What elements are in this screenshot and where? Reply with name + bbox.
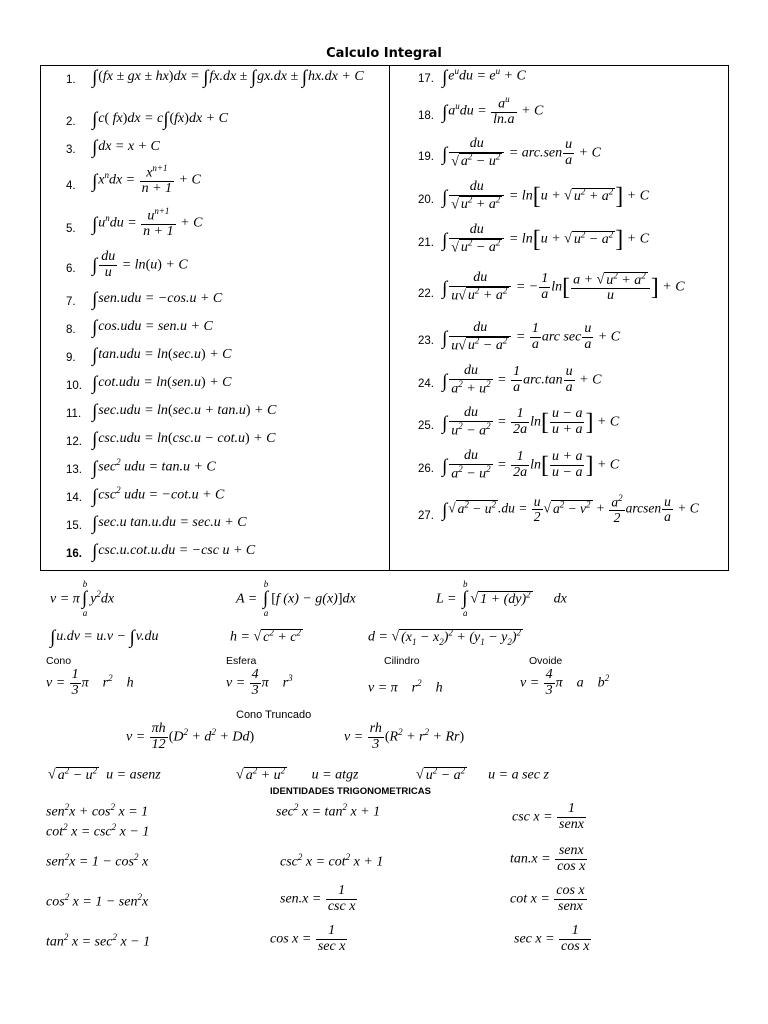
cylinder-volume: v = π $r^2$ h bbox=[368, 678, 443, 696]
formula-1: ∫(fx ± gx ± hx)dx = ∫fx.dx ± ∫gx.dx ± ∫hx.dx + C bbox=[92, 67, 364, 88]
identity-cos-def: cos x = $\frac{1}{\text{sec x}}$ bbox=[270, 923, 346, 954]
formula-26: ∫ $\frac{du}{a^2 - u^2}$ = $\frac{1}{2a}$ ln[ $\frac{u + a}{u - a}$ ] + C bbox=[442, 448, 620, 482]
formula-number: 15. bbox=[66, 520, 82, 532]
identity-cos-squared: $\cos^2 x = 1 - sen^2x$ bbox=[46, 892, 149, 910]
formula-number: 11. bbox=[66, 408, 82, 420]
integration-by-parts: ∫u.dv = u.v − ∫v.du bbox=[50, 627, 159, 648]
formula-13: $\int\sec^2$ udu = tan.u + C bbox=[92, 457, 216, 479]
formula-number: 17. bbox=[418, 73, 434, 85]
truncated-cone-label: Cono Truncado bbox=[236, 709, 312, 721]
formula-14: $\int\csc^2$ udu = −cot.u + C bbox=[92, 485, 225, 507]
formula-number: 13. bbox=[66, 464, 82, 476]
formula-number: 3. bbox=[66, 144, 76, 156]
identity-sec-tan: $\sec^2 x = \tan^2 x + 1$ bbox=[276, 802, 381, 820]
ovoid-label: Ovoide bbox=[529, 655, 563, 667]
formula-2: ∫c( fx)dx = c∫(fx)dx + C bbox=[92, 109, 228, 130]
cone-label: Cono bbox=[46, 655, 72, 667]
identity-tan-squared: $\tan^2 x = \sec^2 x - 1$ bbox=[46, 932, 151, 950]
formula-24: ∫ $\frac{du}{a^2 + u^2}$ = $\frac{1}{a}$ arc.tan $\frac{u}{a}$ + C bbox=[442, 363, 602, 397]
formula-number: 9. bbox=[66, 352, 76, 364]
identity-cot-csc: $\cot^2 x = \csc^2 x - 1$ bbox=[46, 822, 150, 840]
formula-5: $\int u^ndu$ = $\frac{u^{n+1}}{n + 1}$ + C bbox=[92, 206, 203, 240]
sphere-label: Esfera bbox=[226, 655, 257, 667]
formula-9: ∫tan.udu = ln(sec.u) + C bbox=[92, 345, 232, 366]
formula-27: ∫√ $a^2 - u^2$ .du = $\frac{u}{2}$ √ $a^2 - v^2$ + $\frac{a^2}{2}$ arcsen $\frac{u}{a}$ + C bbox=[442, 493, 699, 525]
formula-number: 19. bbox=[418, 151, 434, 163]
formula-number: 23. bbox=[418, 335, 434, 347]
arc-length-formula: L = b ∫ a √ 1 + (dy)$^2$ dx bbox=[436, 579, 567, 619]
sphere-volume: v = $\frac{4}{3}$ π $r^3$ bbox=[226, 667, 293, 698]
formula-3: ∫dx = x + C bbox=[92, 137, 160, 158]
formula-number: 4. bbox=[66, 180, 76, 192]
distance-formula: d = √ $(x_1 - x_2)^2 + (y_1 - y_2)^2$ bbox=[368, 627, 522, 647]
volume-formula: v = π b ∫ a $y^2dx$ bbox=[50, 579, 115, 619]
formula-number: 26. bbox=[418, 463, 434, 475]
substitution-tan: √ $a^2 + u^2$ u = atgz bbox=[236, 765, 359, 783]
formula-number: 24. bbox=[418, 378, 434, 390]
formula-number: 25. bbox=[418, 420, 434, 432]
formula-number: 8. bbox=[66, 324, 76, 336]
identity-sec-def: sec x = $\frac{1}{\text{cos x}}$ bbox=[514, 923, 590, 954]
formula-number: 10. bbox=[66, 380, 82, 392]
formula-number: 7. bbox=[66, 296, 76, 308]
formula-6: ∫ $\frac{du}{u}$ = ln(u) + C bbox=[92, 249, 188, 280]
formula-number: 20. bbox=[418, 194, 434, 206]
formula-number: 27. bbox=[418, 510, 434, 522]
identity-sen-def: sen.x = $\frac{1}{\text{csc x}}$ bbox=[280, 883, 356, 914]
formula-25: ∫ $\frac{du}{u^2 - a^2}$ = $\frac{1}{2a}$ ln[ $\frac{u - a}{u + a}$ ] + C bbox=[442, 405, 620, 439]
truncated-cone-volume-alt: v = $\frac{rh}{3}$ $(R^2 + r^2 + Rr)$ bbox=[344, 721, 465, 752]
identity-tan-def: tan.x = $\frac{\text{senx}}{\text{cos x}}$ bbox=[510, 843, 586, 874]
page-title: Calculo Integral bbox=[326, 46, 442, 61]
truncated-cone-volume: v = $\frac{\pi h}{12}$ $(D^2 + d^2 + Dd)$ bbox=[126, 721, 255, 752]
formula-number: 1. bbox=[66, 74, 76, 86]
formula-8: ∫cos.udu = sen.u + C bbox=[92, 317, 213, 338]
formula-number: 22. bbox=[418, 288, 434, 300]
formula-number: 16. bbox=[66, 548, 82, 560]
formula-11: ∫sec.udu = ln(sec.u + tan.u) + C bbox=[92, 401, 277, 422]
identity-pythagorean-1: $sen^2x + \cos^2 x = 1$ bbox=[46, 802, 149, 820]
formula-22: ∫ $\frac{du}{u√ u^2 + a^2}$ = − $\frac{1}{a}$ ln[ $\frac{a + √ u^2 + a^2}{u}$ ] + C bbox=[442, 270, 685, 304]
formula-15: ∫sec.u tan.u.du = sec.u + C bbox=[92, 513, 247, 534]
formula-number: 18. bbox=[418, 110, 434, 122]
formula-21: ∫ $\frac{du}{√ u^2 - a^2}$ = ln[u + √ $u^2 - a^2] + C$ bbox=[442, 222, 650, 256]
hypotenuse-formula: h = √ $c^2 + c^2$ bbox=[230, 627, 302, 645]
cylinder-label: Cilindro bbox=[384, 655, 420, 667]
formula-18: $\int a^udu$ = $\frac{a^u}{\ln.a}$ + C bbox=[442, 94, 544, 128]
formula-7: ∫sen.udu = −cos.u + C bbox=[92, 289, 223, 310]
identity-cot-def: cot x = $\frac{\text{cos x}}{\text{senx}}$ bbox=[510, 883, 585, 914]
formula-number: 12. bbox=[66, 436, 82, 448]
formula-number: 2. bbox=[66, 116, 76, 128]
formula-17: $\int e^udu = e^u + C$ bbox=[442, 66, 526, 88]
ovoid-volume: v = $\frac{4}{3}$ π a $b^2$ bbox=[520, 667, 610, 698]
cone-volume: v = $\frac{1}{3}$ π $r^2$ h bbox=[46, 667, 134, 698]
formula-number: 14. bbox=[66, 492, 82, 504]
formula-number: 5. bbox=[66, 223, 76, 235]
formula-4: $\int x^ndx$ = $\frac{x^{n+1}}{n + 1}$ + C bbox=[92, 163, 201, 197]
identity-csc-cot: $\csc^2 x = \cot^2 x + 1$ bbox=[280, 852, 384, 870]
formula-number: 6. bbox=[66, 263, 76, 275]
formula-23: ∫ $\frac{du}{u√ u^2 - a^2}$ = $\frac{1}{a}$ arc sec $\frac{u}{a}$ + C bbox=[442, 320, 621, 354]
formula-20: ∫ $\frac{du}{√ u^2 + a^2}$ = ln[u + √ $u^2 + a^2] + C$ bbox=[442, 179, 650, 213]
formula-19: ∫ $\frac{du}{√ a^2 - u^2}$ = arc.sen $\frac{u}{a}$ + C bbox=[442, 136, 601, 170]
formula-12: ∫csc.udu = ln(csc.u − cot.u) + C bbox=[92, 429, 276, 450]
substitution-sec: √ $u^2 - a^2$ u = a sec z bbox=[416, 765, 549, 783]
identity-sen-squared: $sen^2x = 1 - \cos^2 x$ bbox=[46, 852, 149, 870]
formula-16: ∫csc.u.cot.u.du = −csc u + C bbox=[92, 541, 256, 562]
area-formula: A = b ∫ a [f (x) − g(x)]dx bbox=[236, 579, 356, 619]
identities-heading: IDENTIDADES TRIGONOMETRICAS bbox=[270, 786, 431, 797]
formula-number: 21. bbox=[418, 237, 434, 249]
identity-csc-def: csc x = $\frac{1}{\text{senx}}$ bbox=[512, 801, 584, 832]
substitution-sin: √ $a^2 - u^2$ u = asenz bbox=[48, 765, 161, 783]
table-divider bbox=[389, 65, 390, 571]
formula-10: ∫cot.udu = ln(sen.u) + C bbox=[92, 373, 232, 394]
